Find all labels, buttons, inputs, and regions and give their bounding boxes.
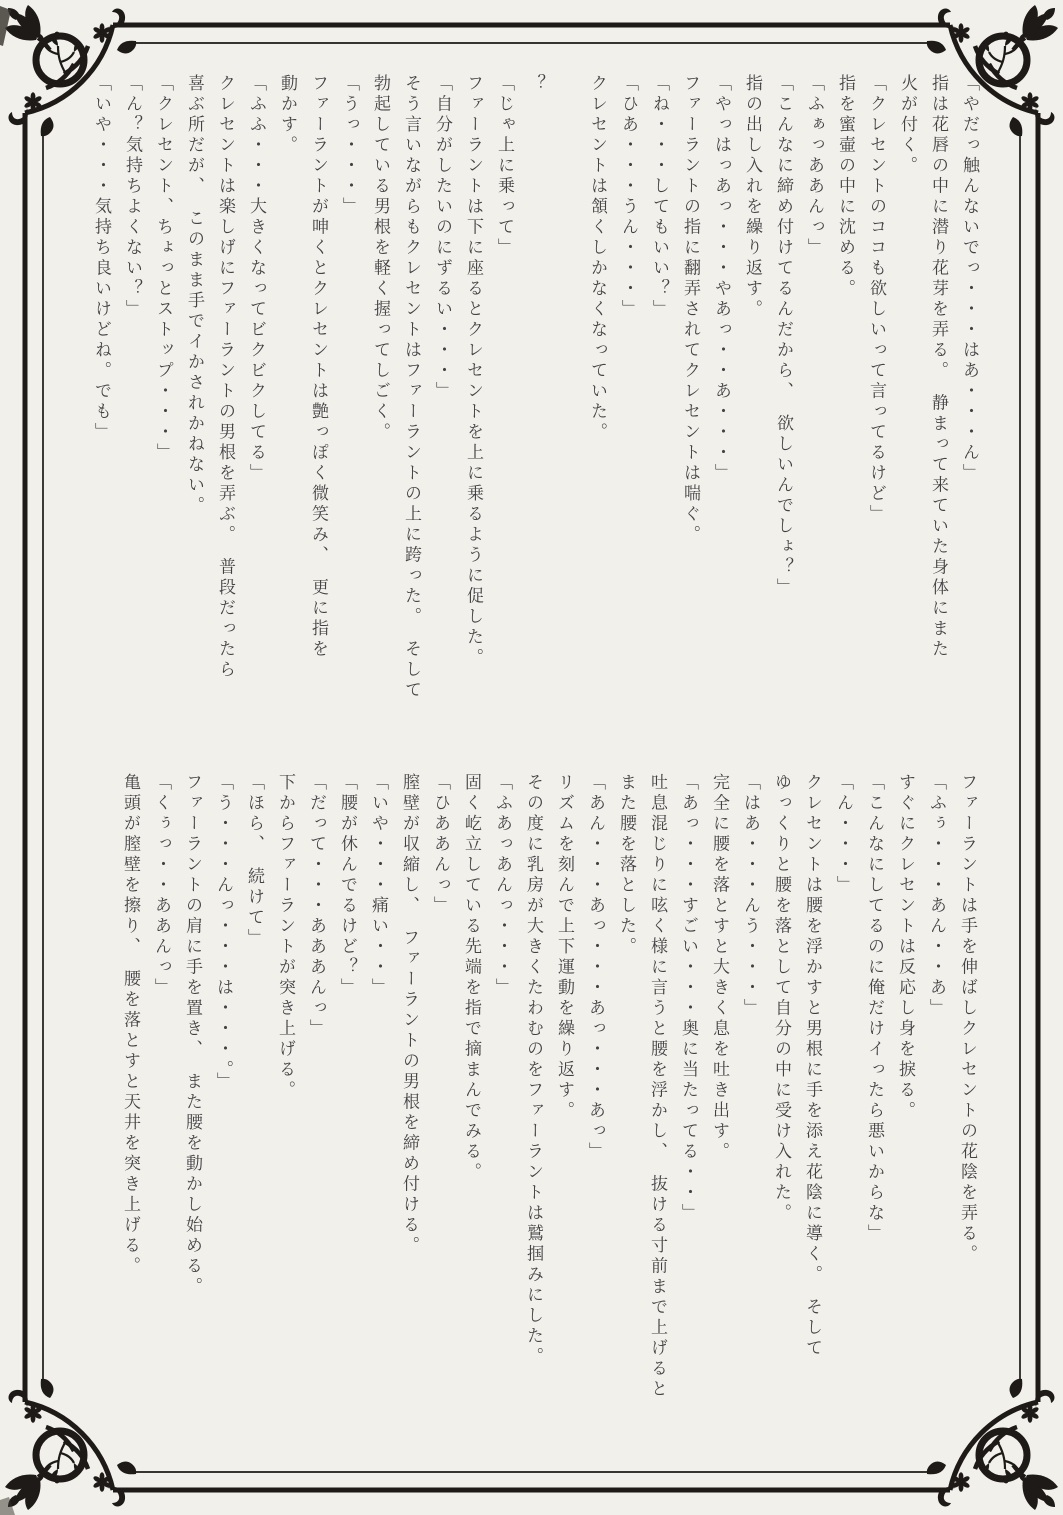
text-column: 「だって・・・あああんっ」 — [307, 773, 326, 1040]
text-column: 指の出し入れを繰り返す。 — [743, 74, 762, 320]
text-column: 「ふあっあんっ・・・」 — [493, 773, 512, 999]
text-column: 「やっはっあっ・・・やあっ・・あ・・・」 — [712, 74, 731, 484]
text-column: 下からファーラントが突き上げる。 — [276, 773, 295, 1101]
text-column: 「ね・・・してもいい？」 — [650, 74, 669, 320]
text-column: 「自分がしたいのにずるい・・・」 — [433, 74, 452, 402]
text-column: 「うっ・・・」 — [340, 74, 359, 218]
text-column: 「いや・・・痛い・・」 — [369, 773, 388, 999]
text-column: ファーラントは下に座るとクレセントを上に乗るように促した。 — [464, 74, 483, 669]
text-column: 指を蜜壷の中に沈める。 — [836, 74, 855, 300]
text-column: 「ひああんっ」 — [431, 773, 450, 917]
text-column: 「ふぁっああんっ」 — [805, 74, 824, 259]
text-column: 「こんなにしてるのに俺だけイったら悪いからな」 — [865, 773, 884, 1245]
text-column: 「ふふ・・・大きくなってビクビクしてる」 — [247, 74, 266, 484]
text-column: 「くぅっ・・ああんっ」 — [152, 773, 171, 999]
text-column: 膣壁が収縮し、 ファーラントの男根を締め付ける。 — [400, 773, 419, 1257]
text-column: 「はあ・・・んう・・・」 — [741, 773, 760, 1019]
text-column: 「ひあ・・・うん・・・」 — [619, 74, 638, 320]
text-column: すぐにクレセントは反応し身を捩る。 — [896, 773, 915, 1122]
text-column: 動かす。 — [278, 74, 297, 156]
bottom-text-block — [115, 773, 983, 1428]
text-column: クレセントは楽しげにファーラントの男根を弄ぶ。 普段だったら — [216, 74, 235, 681]
text-column: 勃起している男根を軽く握ってしごく。 — [371, 74, 390, 443]
text-column: ？ — [526, 74, 545, 95]
text-column: リズムを刻んで上下運動を繰り返す。 — [555, 773, 574, 1122]
text-column: ファーラントの指に翻弄されてクレセントは喘ぐ。 — [681, 74, 700, 546]
text-column: 「あっ・・・すごい・・・奥に当たってる・・」 — [679, 773, 698, 1224]
text-column: ファーラントが呻くとクレセントは艶っぽく微笑み、 更に指を — [309, 74, 328, 660]
text-column: 「いや・・・気持ち良いけどね。でも」 — [92, 74, 111, 443]
text-column: 吐息混じりに呟く様に言うと腰を浮かし、 抜ける寸前まで上げると — [648, 773, 667, 1400]
text-column: 「ん・・・」 — [834, 773, 853, 896]
text-column — [551, 74, 582, 739]
text-column: 「ふぅ・・・あん・・あ」 — [927, 773, 946, 1019]
text-column: そう言いながらもクレセントはファーラントの上に跨った。 そして — [402, 74, 421, 701]
text-column: また腰を落とした。 — [617, 773, 636, 958]
text-column: 「じゃ上に乗って」 — [495, 74, 514, 259]
text-column: 完全に腰を落とすと大きく息を吐き出す。 — [710, 773, 729, 1163]
scan-artifacts — [0, 6, 15, 1515]
text-column: ファーラントの肩に手を置き、 また腰を動かし始める。 — [183, 773, 202, 1298]
text-column: 「クレセント、ちょっとストップ・・・」 — [154, 74, 173, 464]
text-column: ファーラントは手を伸ばしクレセントの花陰を弄る。 — [958, 773, 977, 1265]
text-column: 「ん？気持ちよくない？」 — [123, 74, 142, 320]
top-text-block — [86, 74, 985, 739]
text-column: 固く屹立している先端を指で摘まんでみる。 — [462, 773, 481, 1183]
text-column: ゆっくりと腰を落として自分の中に受け入れた。 — [772, 773, 791, 1224]
text-column: 指は花唇の中に潜り花芽を弄る。 静まって来ていた身体にまた — [929, 74, 948, 660]
text-column: 「ほら、 続けて」 — [245, 773, 264, 949]
text-column: その度に乳房が大きくたわむのをファーラントは鷲掴みにした。 — [524, 773, 543, 1368]
text-column: 「腰が休んでるけど？」 — [338, 773, 357, 999]
text-column: 「う・・・んっ・・・は・・・。」 — [214, 773, 233, 1093]
text-column: 「やだっ触んないでっ・・・はあ・・・ん」 — [960, 74, 979, 484]
text-column: 火が付く。 — [898, 74, 917, 177]
text-column: 喜ぶ所だが、 このまま手でイかされかねない。 — [185, 74, 204, 517]
text-column: 「こんなに締め付けてるんだから、 欲しいんでしょ？」 — [774, 74, 793, 599]
text-column: 「あん・・・あっ・・・あっ・・・あっ」 — [586, 773, 605, 1163]
text-column: 亀頭が膣壁を擦り、 腰を落とすと天井を突き上げる。 — [121, 773, 140, 1277]
text-column: 「クレセントのココも欲しいって言ってるけど」 — [867, 74, 886, 525]
text-column: クレセントは腰を浮かすと男根に手を添え花陰に導く。 そして — [803, 773, 822, 1359]
text-column: クレセントは頷くしかなくなっていた。 — [588, 74, 607, 443]
